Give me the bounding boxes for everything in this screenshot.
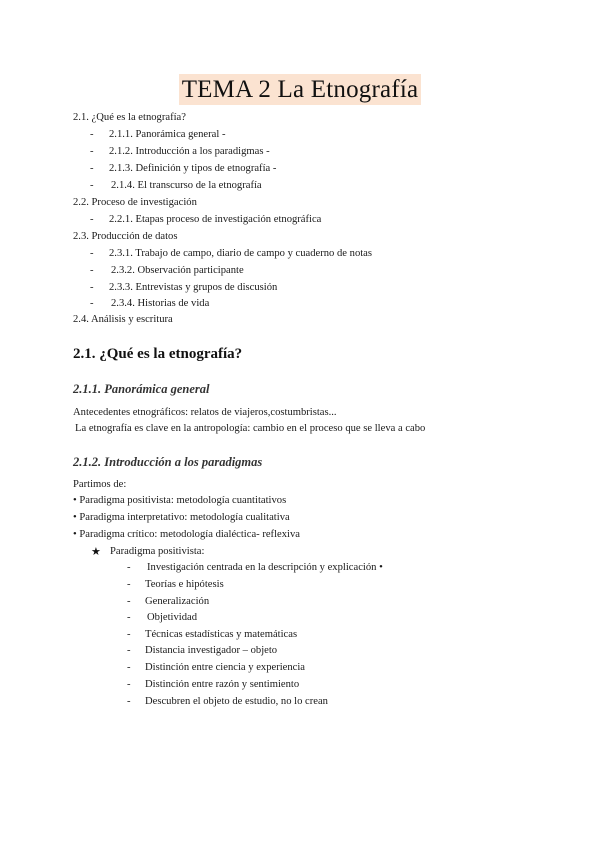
dash-bullet: -: [127, 696, 131, 707]
paragraph-line: Partimos de:: [73, 479, 127, 490]
list-item: Distancia investigador – objeto: [145, 645, 278, 656]
list-item: Generalización: [145, 596, 210, 607]
toc-entry: 2.3.2. Observación participante: [111, 265, 244, 276]
toc-entry: 2.3.4. Historias de vida: [111, 298, 210, 309]
list-item: Objetividad: [147, 612, 198, 623]
toc-entry: 2.2.1. Etapas proceso de investigación etnográfica: [109, 214, 322, 225]
dash-bullet: -: [127, 579, 131, 590]
bullet-item: • Paradigma positivista: metodología cuantitativos: [73, 495, 287, 506]
page-title: TEMA 2 La Etnografía: [179, 74, 422, 105]
dash-bullet: -: [90, 282, 94, 293]
list-item: Técnicas estadísticas y matemáticas: [145, 629, 298, 640]
dash-bullet: -: [90, 265, 94, 276]
dash-bullet: -: [90, 146, 94, 157]
toc-entry: 2.1.1. Panorámica general -: [109, 129, 226, 140]
toc-entry: 2.2. Proceso de investigación: [73, 197, 197, 208]
dash-bullet: -: [127, 596, 131, 607]
bullet-item: • Paradigma crítico: metodología dialéctica- reflexiva: [73, 529, 300, 540]
section-heading: 2.1. ¿Qué es la etnografía?: [73, 346, 243, 362]
title-wrap: [0, 74, 600, 105]
dash-bullet: -: [127, 629, 131, 640]
toc-entry: 2.3. Producción de datos: [73, 231, 178, 242]
dash-bullet: -: [90, 180, 94, 191]
dash-bullet: -: [90, 214, 94, 225]
toc-entry: 2.3.1. Trabajo de campo, diario de campo y cuaderno de notas: [109, 248, 373, 259]
paragraph-line: La etnografía es clave en la antropología: cambio en el proceso que se lleva a cabo: [75, 423, 426, 434]
toc-entry: 2.1.2. Introducción a los paradigmas -: [109, 146, 270, 157]
toc-entry: 2.1. ¿Qué es la etnografía?: [73, 112, 186, 123]
toc-entry: 2.3.3. Entrevistas y grupos de discusión: [109, 282, 278, 293]
dash-bullet: -: [127, 562, 131, 573]
subsection-heading: 2.1.1. Panorámica general: [73, 382, 210, 396]
list-item: Distinción entre ciencia y experiencia: [145, 662, 306, 673]
subsection-heading: 2.1.2. Introducción a los paradigmas: [73, 455, 263, 469]
star-item: Paradigma positivista:: [110, 546, 205, 557]
list-item: Investigación centrada en la descripción y explicación •: [147, 562, 383, 573]
dash-bullet: -: [90, 129, 94, 140]
toc-entry: 2.1.4. El transcurso de la etnografía: [111, 180, 262, 191]
paragraph-line: Antecedentes etnográficos: relatos de viajeros,costumbristas...: [73, 407, 337, 418]
list-item: Teorías e hipótesis: [145, 579, 224, 590]
dash-bullet: -: [127, 612, 131, 623]
dash-bullet: -: [127, 679, 131, 690]
dash-bullet: -: [127, 645, 131, 656]
dash-bullet: -: [90, 248, 94, 259]
dash-bullet: -: [90, 298, 94, 309]
toc-entry: 2.4. Análisis y escritura: [73, 314, 173, 325]
toc-entry: 2.1.3. Definición y tipos de etnografía -: [109, 163, 277, 174]
dash-bullet: -: [127, 662, 131, 673]
list-item: Descubren el objeto de estudio, no lo crean: [145, 696, 328, 707]
dash-bullet: -: [90, 163, 94, 174]
bullet-item: • Paradigma interpretativo: metodología cualitativa: [73, 512, 290, 523]
star-icon: ★: [91, 545, 101, 558]
list-item: Distinción entre razón y sentimiento: [145, 679, 300, 690]
